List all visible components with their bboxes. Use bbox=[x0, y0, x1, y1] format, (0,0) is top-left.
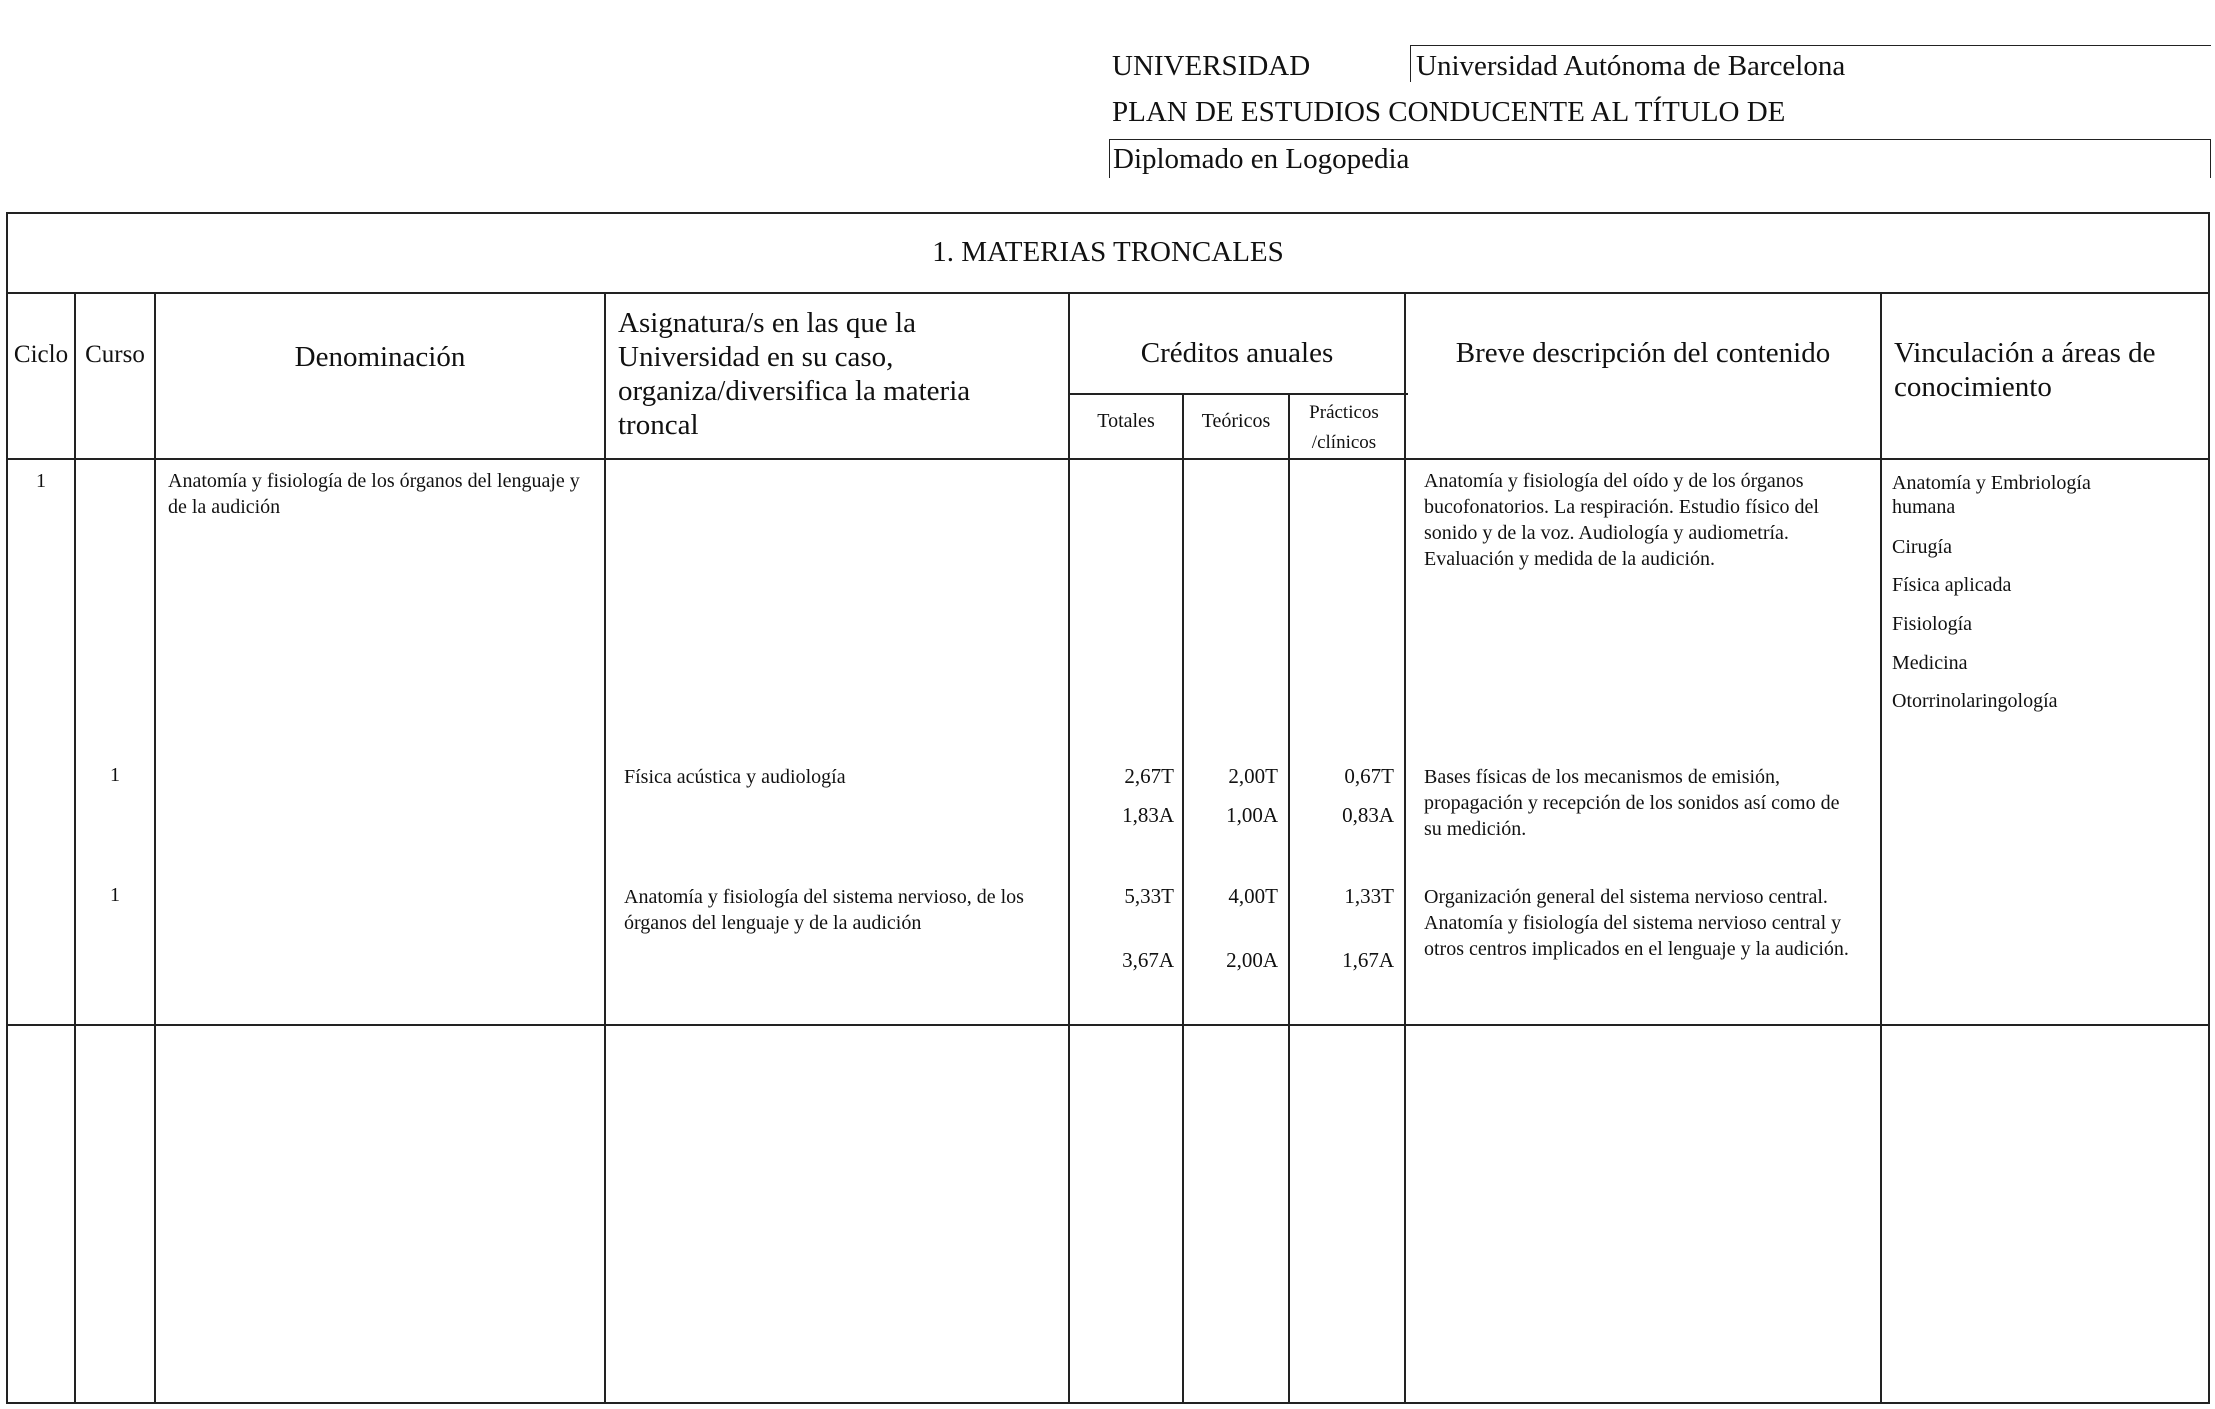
universidad-label: UNIVERSIDAD bbox=[1112, 50, 1311, 82]
totales-value: 1,83A bbox=[1122, 803, 1174, 827]
totales-value: 5,33T bbox=[1124, 884, 1174, 908]
asignatura-descripcion: Organización general del sistema nervioso central. Anatomía y fisiología del sistema nervioso central y otros centros implicados en el lenguaje y la audición. bbox=[1424, 886, 1849, 960]
teoricos-value: 2,00A bbox=[1226, 948, 1278, 972]
area-item: Cirugía bbox=[1892, 536, 1952, 558]
totales-value: 2,67T bbox=[1124, 764, 1174, 788]
area-item: Física aplicada bbox=[1892, 574, 2012, 596]
practicos-value: 0,67T bbox=[1344, 764, 1394, 788]
totales-value: 3,67A bbox=[1122, 948, 1174, 972]
asignatura-curso: 1 bbox=[110, 884, 120, 906]
materias-table bbox=[6, 212, 2210, 1404]
col-practicos: Prácticos /clínicos bbox=[1309, 402, 1379, 453]
col-denominacion: Denominación bbox=[294, 341, 466, 373]
area-item: Otorrinolaringología bbox=[1892, 690, 2058, 712]
plan-label: PLAN DE ESTUDIOS CONDUCENTE AL TÍTULO DE bbox=[1112, 96, 1786, 128]
teoricos-value: 1,00A bbox=[1226, 803, 1278, 827]
col-creditos: Créditos anuales bbox=[1140, 337, 1334, 369]
col-curso: Curso bbox=[85, 341, 145, 368]
col-descripcion: Breve descripción del contenido bbox=[1455, 337, 1831, 369]
asignatura-nombre: Anatomía y fisiología del sistema nervioso, de los órganos del lenguaje y de la audición bbox=[624, 886, 1024, 934]
materia-ciclo: 1 bbox=[36, 470, 46, 492]
col-vinculacion: Vinculación a áreas de conocimiento bbox=[1894, 337, 2156, 403]
titulo-value: Diplomado en Logopedia bbox=[1113, 143, 1410, 175]
area-item: Anatomía y Embriología bbox=[1892, 472, 2091, 494]
col-teoricos: Teóricos bbox=[1201, 410, 1271, 432]
universidad-value: Universidad Autónoma de Barcelona bbox=[1416, 50, 1846, 82]
teoricos-value: 4,00T bbox=[1228, 884, 1278, 908]
practicos-value: 1,33T bbox=[1344, 884, 1394, 908]
teoricos-value: 2,00T bbox=[1228, 764, 1278, 788]
area-item-cont: humana bbox=[1892, 496, 1956, 518]
col-ciclo: Ciclo bbox=[13, 341, 69, 368]
asignatura-nombre: Física acústica y audiología bbox=[624, 766, 846, 788]
practicos-value: 0,83A bbox=[1342, 803, 1394, 827]
col-totales: Totales bbox=[1097, 410, 1155, 432]
asignatura-curso: 1 bbox=[110, 764, 120, 786]
col-asignaturas: Asignatura/s en las que la Universidad en su caso, organiza/diversifica la materia troncal bbox=[618, 307, 971, 441]
materia-descripcion: Anatomía y fisiología del oído y de los órganos bucofonatorios. La respiración. Estudio físico del sonido y de la voz. Audiología y audiometría. Evaluación y medida de la audición. bbox=[1424, 470, 1819, 570]
materia-denominacion: Anatomía y fisiología de los órganos del lenguaje y de la audición bbox=[168, 470, 580, 518]
area-item: Fisiología bbox=[1892, 613, 1973, 635]
asignatura-descripcion: Bases físicas de los mecanismos de emisión, propagación y recepción de los sonidos así como de su medición. bbox=[1424, 766, 1840, 840]
area-item: Medicina bbox=[1892, 652, 1968, 674]
table-title: 1. MATERIAS TRONCALES bbox=[932, 236, 1284, 268]
practicos-value: 1,67A bbox=[1342, 948, 1394, 972]
